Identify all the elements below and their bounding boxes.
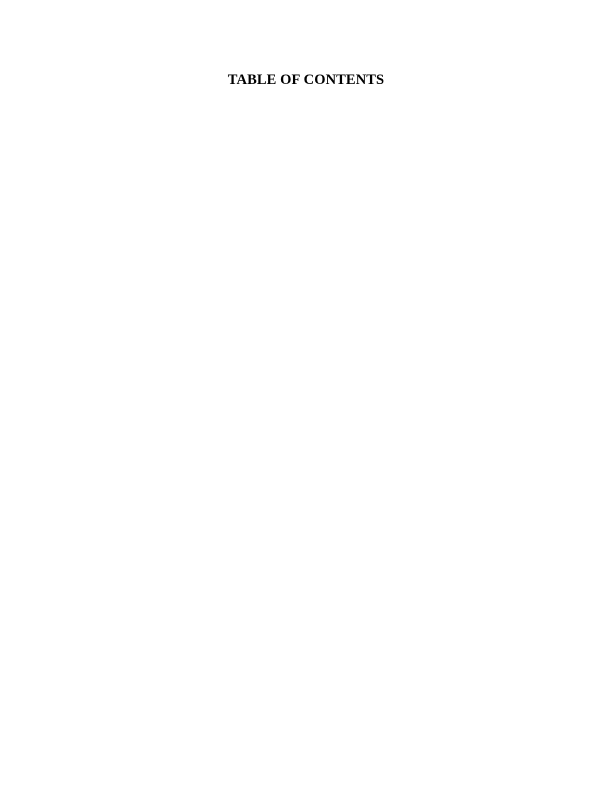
toc-title: TABLE OF CONTENTS <box>227 72 385 88</box>
